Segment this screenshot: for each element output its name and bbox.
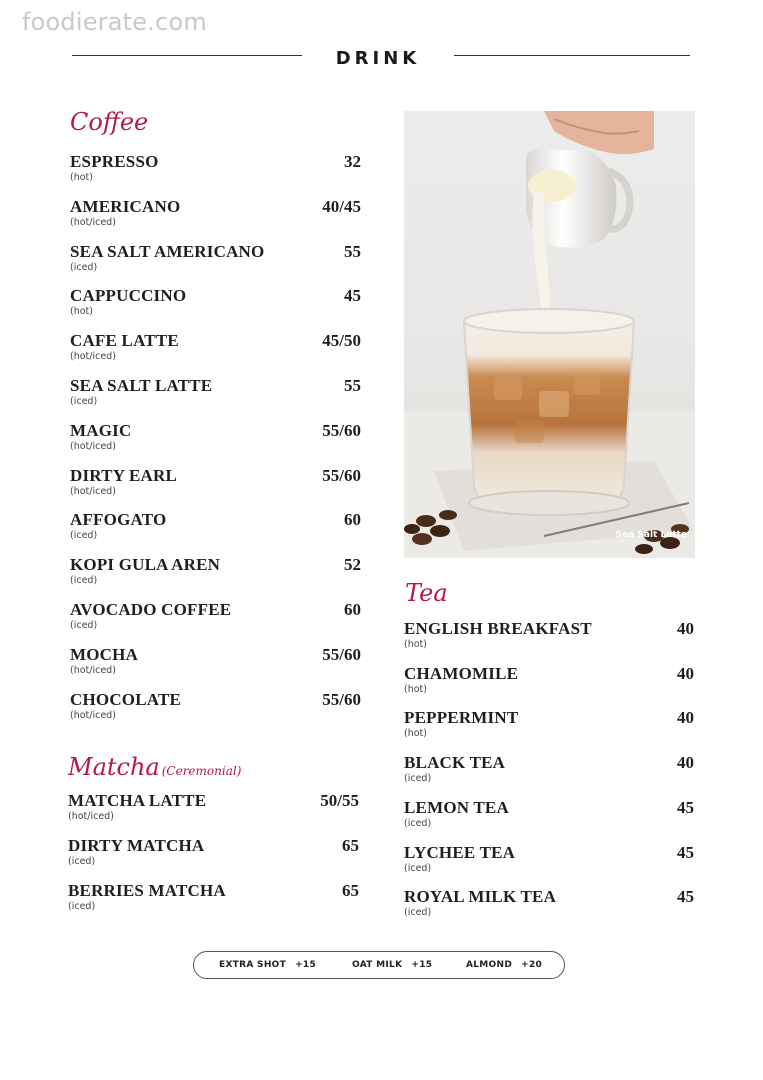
item-price: 40: [677, 753, 694, 773]
item-name: DIRTY EARL: [70, 465, 178, 485]
item-note: (hot): [70, 306, 93, 318]
item-price: 52: [344, 555, 361, 575]
item-price: 40: [677, 708, 694, 728]
item-note: (iced): [70, 396, 98, 407]
item-price: 50/55: [320, 791, 359, 810]
menu-item: [404, 887, 694, 932]
item-price: 45: [344, 286, 361, 306]
item-note: (hot): [404, 683, 427, 695]
menu-item: [70, 242, 361, 287]
item-name: SEA SALT AMERICANO: [70, 241, 265, 261]
item-note: (iced): [70, 530, 98, 542]
menu-item: [68, 791, 359, 836]
item-note: (hot/iced): [70, 440, 116, 452]
item-note: (iced): [70, 620, 98, 631]
item-name: MAGIC: [70, 420, 132, 440]
item-note: (hot/iced): [70, 216, 116, 228]
menu-item: [404, 619, 694, 664]
menu-item: [68, 836, 359, 881]
menu-item: [68, 881, 359, 926]
item-name: CHOCOLATE: [70, 689, 182, 709]
addon-name: EXTRA SHOT: [219, 960, 287, 970]
menu-item: [70, 645, 361, 690]
item-name: CAFE LATTE: [70, 331, 179, 351]
item-note: (iced): [404, 862, 432, 874]
item-note: (hot/iced): [70, 351, 116, 363]
addon-price: +20: [521, 960, 543, 970]
item-name: CHAMOMILE: [404, 663, 519, 683]
photo-caption: Sea Salt Latte: [615, 530, 687, 540]
menu-item: [404, 708, 694, 753]
addon-price: +15: [411, 960, 433, 970]
item-note: (hot/iced): [70, 664, 116, 676]
item-price: 45: [677, 887, 694, 907]
menu-item: [70, 421, 361, 466]
item-name: ESPRESSO: [70, 152, 159, 171]
sea-salt-latte-photo: [404, 111, 695, 558]
item-name: SEA SALT LATTE: [70, 376, 213, 395]
menu-item: [70, 690, 361, 735]
item-note: (iced): [404, 817, 432, 829]
item-note: (hot): [404, 728, 427, 740]
item-name: DIRTY MATCHA: [68, 836, 205, 855]
item-price: 45: [677, 797, 694, 817]
item-price: 40/45: [322, 196, 361, 216]
addon-almond: [466, 960, 542, 970]
item-name: CAPPUCCINO: [70, 286, 187, 306]
latte-illustration: [404, 111, 695, 558]
menu-item: [70, 286, 361, 331]
item-name: PEPPERMINT: [404, 708, 519, 728]
item-name: LYCHEE TEA: [404, 842, 516, 862]
tea-section-title: Tea: [405, 579, 448, 607]
menu-item: [70, 152, 361, 197]
header-rule-left: [72, 55, 302, 56]
item-note: (hot): [70, 172, 93, 183]
item-name: BERRIES MATCHA: [68, 881, 226, 900]
item-price: 60: [344, 600, 361, 619]
addon-extra-shot: [219, 960, 316, 970]
menu-item: [70, 376, 361, 421]
item-price: 60: [344, 510, 361, 530]
item-note: (hot/iced): [68, 811, 114, 822]
item-note: (hot): [404, 639, 427, 650]
item-note: (iced): [70, 261, 98, 273]
addons-bar: [193, 951, 565, 979]
item-note: (hot/iced): [70, 709, 116, 721]
item-note: (iced): [404, 907, 432, 919]
menu-item: [70, 510, 361, 555]
item-price: 55: [344, 241, 361, 261]
item-price: 65: [342, 836, 359, 855]
item-price: 45/50: [322, 331, 361, 351]
item-name: KOPI GULA AREN: [70, 555, 221, 575]
item-price: 40: [677, 663, 694, 683]
menu-item: [70, 466, 361, 511]
addon-name: OAT MILK: [352, 960, 403, 970]
menu-item: [404, 664, 694, 709]
matcha-section-title: [68, 753, 241, 781]
item-note: (iced): [68, 856, 96, 867]
item-price: 55/60: [322, 689, 361, 709]
item-name: AMERICANO: [70, 196, 181, 216]
item-name: AFFOGATO: [70, 510, 167, 530]
item-note: (iced): [404, 773, 432, 785]
menu-item: [70, 197, 361, 242]
item-price: 55/60: [322, 420, 361, 440]
item-name: ROYAL MILK TEA: [404, 887, 557, 907]
item-price: 40: [677, 619, 694, 638]
item-name: AVOCADO COFFEE: [70, 600, 232, 619]
page-title: DRINK: [335, 48, 421, 69]
item-price: 45: [677, 842, 694, 862]
item-price: 55/60: [322, 465, 361, 485]
tea-list: [404, 619, 694, 932]
item-name: LEMON TEA: [404, 797, 509, 817]
item-price: 55: [344, 376, 361, 395]
item-name: ENGLISH BREAKFAST: [404, 619, 592, 638]
item-name: BLACK TEA: [404, 753, 506, 773]
matcha-title: Matcha: [68, 753, 160, 781]
addon-oat-milk: [352, 960, 432, 970]
matcha-list: [68, 791, 359, 926]
header-rule-right: [454, 55, 690, 56]
menu-item: [404, 753, 694, 798]
item-name: MATCHA LATTE: [68, 791, 207, 810]
menu-item: [404, 843, 694, 888]
menu-item: [70, 331, 361, 376]
matcha-subtitle: (Ceremonial): [161, 764, 242, 778]
menu-item: [70, 600, 361, 645]
item-name: MOCHA: [70, 644, 139, 664]
coffee-list: [70, 152, 361, 734]
menu-item: [404, 798, 694, 843]
watermark: foodierate.com: [22, 8, 207, 36]
item-note: (hot/iced): [70, 485, 116, 497]
addon-price: +15: [295, 960, 317, 970]
item-price: 32: [344, 152, 361, 171]
menu-item: [70, 555, 361, 600]
addon-name: ALMOND: [466, 960, 513, 970]
item-note: (iced): [68, 901, 96, 912]
coffee-section-title: Coffee: [70, 108, 149, 136]
item-price: 65: [342, 881, 359, 900]
item-note: (iced): [70, 575, 98, 587]
item-price: 55/60: [322, 644, 361, 664]
